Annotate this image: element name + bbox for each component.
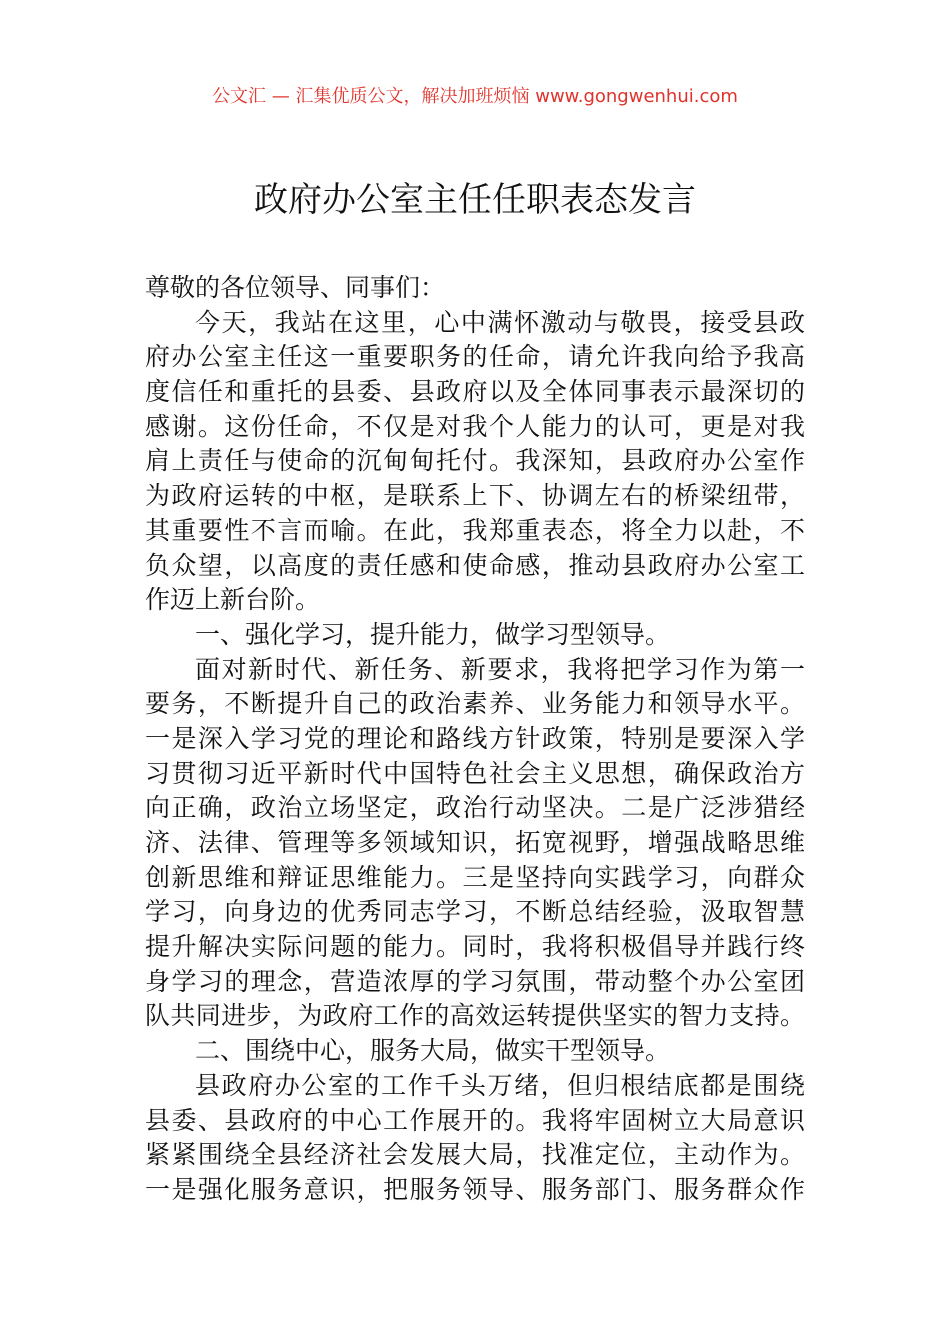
text-line: 一是强化服务意识，把服务领导、服务部门、服务群众作 [145,1174,805,1204]
text-line: 府办公室主任这一重要职务的任命，请允许我向给予我高 [145,342,805,372]
text-line: 度信任和重托的县委、县政府以及全体同事表示最深切的 [145,377,805,407]
text-line: 县政府办公室的工作千头万绪，但归根结底都是围绕 [195,1070,805,1100]
text-line: 尊敬的各位领导、同事们： [145,273,446,302]
text-line: 学习，向身边的优秀同志学习，不断总结经验，汲取智慧 [145,897,805,927]
text-line: 身学习的理念，营造浓厚的学习氛围，带动整个办公室团 [145,966,805,996]
text-line: 今天，我站在这里，心中满怀激动与敬畏，接受县政 [195,307,805,337]
text-line: 一、强化学习，提升能力，做学习型领导。 [195,619,671,649]
text-line: 习贯彻习近平新时代中国特色社会主义思想，确保政治方 [145,758,805,788]
text-line: 紧紧围绕全县经济社会发展大局，找准定位，主动作为。 [145,1140,805,1170]
text-line: 为政府运转的中枢，是联系上下、协调左右的桥梁纽带， [145,481,805,511]
text-line: 负众望，以高度的责任感和使命感，推动县政府办公室工 [145,550,805,580]
text-line: 济、法律、管理等多领域知识，拓宽视野，增强战略思维 [145,828,805,857]
text-line: 提升解决实际问题的能力。同时，我将积极倡导并践行终 [145,932,805,962]
text-line: 作迈上新台阶。 [145,585,321,615]
text-line: 队共同进步，为政府工作的高效运转提供坚实的智力支持。 [145,1001,805,1031]
text-line: 二、围绕中心，服务大局，做实干型领导。 [195,1036,671,1066]
document-body [145,271,805,1208]
document-title: 政府办公室主任任职表态发言 [254,180,696,220]
text-line: 创新思维和辩证思维能力。三是坚持向实践学习，向群众 [145,862,805,892]
text-line: 要务，不断提升自己的政治素养、业务能力和领导水平。 [145,689,805,719]
text-line: 县委、县政府的中心工作展开的。我将牢固树立大局意识 [145,1105,805,1135]
text-line: 一是深入学习党的理论和路线方针政策，特别是要深入学 [145,723,805,753]
text-line: 感谢。这份任命，不仅是对我个人能力的认可，更是对我 [145,411,805,441]
text-line: 面对新时代、新任务、新要求，我将把学习作为第一 [195,654,805,684]
text-line: 其重要性不言而喻。在此，我郑重表态，将全力以赴，不 [145,515,805,545]
text-line: 肩上责任与使命的沉甸甸托付。我深知，县政府办公室作 [145,446,805,476]
watermark-header: 公文汇 — 汇集优质公文，解决加班烦恼 www.gongwenhui.com [212,86,738,107]
text-line: 向正确，政治立场坚定，政治行动坚决。二是广泛涉猎经 [145,793,805,823]
